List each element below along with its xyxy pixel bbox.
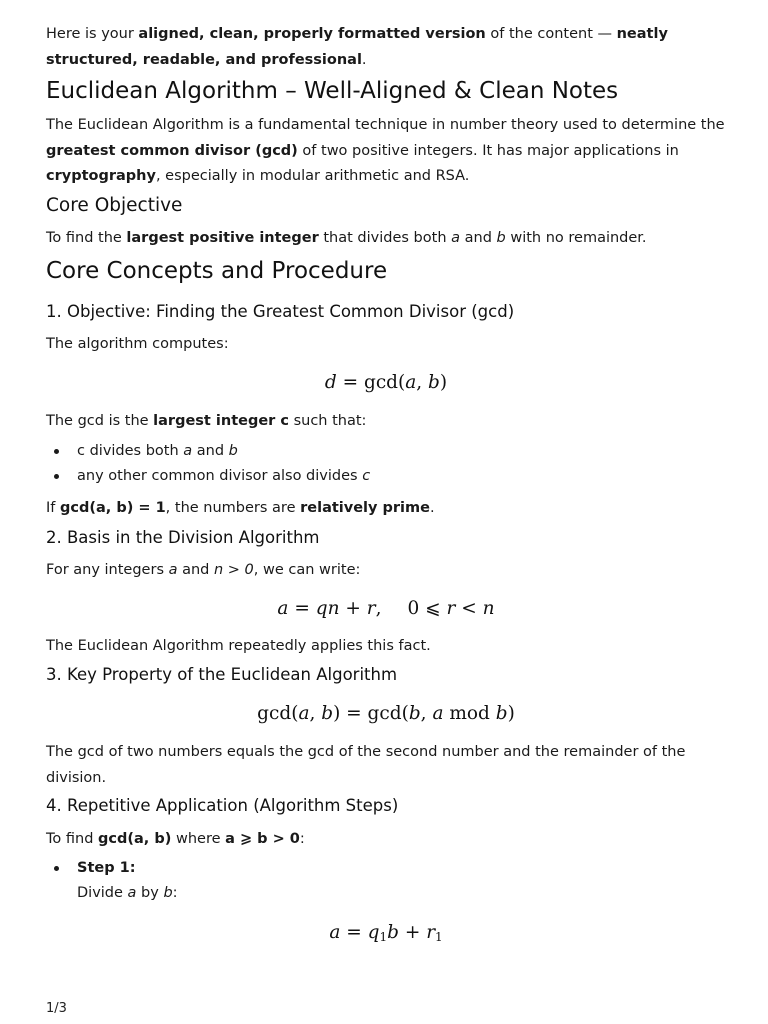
gcd-is-part: The gcd is the <box>46 413 154 429</box>
page-title: Euclidean Algorithm – Well-Aligned & Clean Notes <box>46 78 619 104</box>
core-objective-text <box>46 226 726 252</box>
eq-var: a <box>432 703 444 724</box>
eq-var: a <box>298 703 310 724</box>
repeat-text: The Euclidean Algorithm repeatedly applies this fact. <box>46 638 431 654</box>
div-text: For any integers <box>46 562 169 578</box>
eq-var: q <box>367 922 380 943</box>
steps-list <box>46 856 726 906</box>
eq-var: r <box>426 922 436 943</box>
intro-text: of the content — <box>485 26 617 42</box>
desc-bold: greatest common divisor (gcd) <box>46 142 298 159</box>
eq-text: + <box>339 598 367 619</box>
eq-text: , <box>420 703 433 724</box>
division-intro-text <box>46 558 726 584</box>
obj-text: and <box>460 230 497 246</box>
desc-text: The Euclidean Algorithm is a fundamental technique in number theory used to determine the <box>46 117 725 133</box>
eq-subscript: 1 <box>379 930 388 944</box>
bullet-icon <box>54 866 59 871</box>
list-text: c divides both <box>77 443 184 459</box>
eq-text: ) <box>507 703 515 724</box>
intro-bold: aligned, clean, properly formatted version <box>138 26 486 42</box>
eq-text: 0 ⩽ <box>407 598 447 619</box>
list-item <box>46 464 726 489</box>
gcd-conditions-list <box>46 439 726 489</box>
desc-bold: cryptography <box>46 168 156 184</box>
list-text: and <box>192 443 229 459</box>
eq-var: b <box>495 703 508 724</box>
obj-bold: largest positive integer <box>126 230 319 246</box>
step-var: b <box>163 885 173 901</box>
eq-var: r <box>446 598 456 619</box>
gcd-is-part: such that: <box>288 413 367 429</box>
steps-text: where <box>171 831 226 847</box>
intro-paragraph <box>46 22 726 73</box>
steps-text: To find <box>46 831 99 847</box>
gcd-is-bold: largest integer c <box>153 413 289 429</box>
bullet-icon <box>54 474 59 479</box>
eq-text: , <box>416 372 429 393</box>
section-2-heading: 2. Basis in the Division Algorithm <box>46 528 320 547</box>
eq-var: n <box>482 598 495 619</box>
eq-text: = <box>340 922 368 943</box>
intro-text: Here is your <box>46 26 139 42</box>
obj-var: a <box>451 230 461 246</box>
obj-text: that divides both <box>318 230 452 246</box>
eq-var: a <box>405 372 417 393</box>
eq-text: gcd( <box>257 703 299 724</box>
rel-text: , the numbers are <box>165 500 301 516</box>
intro-bold: neatly structured, readable, and professional <box>46 26 668 68</box>
rel-bold: relatively prime <box>300 500 430 516</box>
steps-intro-text <box>46 827 726 853</box>
eq-text: , <box>309 703 322 724</box>
step-label: Step 1: <box>77 860 136 876</box>
rel-bold: gcd(a, b) = 1 <box>60 500 166 516</box>
eq-var: d <box>324 372 337 393</box>
eq-text: ) = gcd( <box>333 703 409 724</box>
eq-text: + <box>398 922 427 943</box>
eq-var: b <box>387 922 399 943</box>
eq-text: = gcd( <box>336 372 406 393</box>
section-4-heading: 4. Repetitive Application (Algorithm Steps) <box>46 796 399 815</box>
eq-text: , <box>375 598 382 619</box>
step-text: Divide <box>77 885 128 901</box>
eq-var: a <box>329 922 341 943</box>
list-text: any other common divisor also divides <box>77 468 363 484</box>
key-property-text: The gcd of two numbers equals the gcd of the second number and the remainder of the division. <box>46 744 686 786</box>
description-paragraph <box>46 113 726 190</box>
steps-bold: gcd(a, b) <box>98 831 172 847</box>
step-text: by <box>136 885 164 901</box>
section-3-heading: 3. Key Property of the Euclidean Algorithm <box>46 665 398 684</box>
div-text: and <box>177 562 214 578</box>
eq-var: r <box>366 598 376 619</box>
relatively-prime-text <box>46 496 726 522</box>
division-equation <box>46 596 726 622</box>
eq-text: ) <box>439 372 448 393</box>
eq-var: b <box>408 703 421 724</box>
gcd-equation <box>46 370 726 396</box>
step-text: : <box>172 885 178 901</box>
obj-var: b <box>496 230 506 246</box>
eq-var: b <box>321 703 334 724</box>
eq-var: b <box>428 372 440 393</box>
rel-text: . <box>429 500 435 516</box>
obj-text: To find the <box>46 230 127 246</box>
eq-var: q <box>315 598 328 619</box>
eq-text: = <box>288 598 316 619</box>
list-var: b <box>228 443 238 459</box>
desc-text: , especially in modular arithmetic and RSA. <box>155 168 470 184</box>
steps-text: : <box>299 831 305 847</box>
list-item <box>46 439 726 464</box>
eq-text: < <box>455 598 483 619</box>
eq-text: mod <box>443 703 496 724</box>
div-text: , we can write: <box>253 562 361 578</box>
list-item <box>46 856 726 906</box>
eq-var: n <box>327 598 340 619</box>
desc-text: of two positive integers. It has major applications in <box>297 142 679 159</box>
div-var: n > 0 <box>214 562 254 578</box>
computes-text: The algorithm computes: <box>46 336 229 352</box>
core-objective-heading: Core Objective <box>46 195 183 216</box>
rel-text: If <box>46 500 60 516</box>
eq-var: a <box>277 598 289 619</box>
obj-text: with no remainder. <box>505 230 647 246</box>
gcd-is-text <box>46 409 726 435</box>
step-var: a <box>127 885 137 901</box>
key-property-equation <box>46 701 726 727</box>
list-var: a <box>183 443 193 459</box>
page-number: 1/3 <box>46 1001 67 1016</box>
bullet-icon <box>54 449 59 454</box>
step1-equation <box>46 920 726 946</box>
steps-bold: a ⩾ b > 0 <box>225 831 300 847</box>
list-var: c <box>362 468 371 484</box>
eq-subscript: 1 <box>435 930 443 944</box>
concepts-heading: Core Concepts and Procedure <box>46 258 388 284</box>
div-var: a <box>168 562 178 578</box>
intro-text: . <box>361 51 367 68</box>
section-1-heading: 1. Objective: Finding the Greatest Common Divisor (gcd) <box>46 302 515 321</box>
